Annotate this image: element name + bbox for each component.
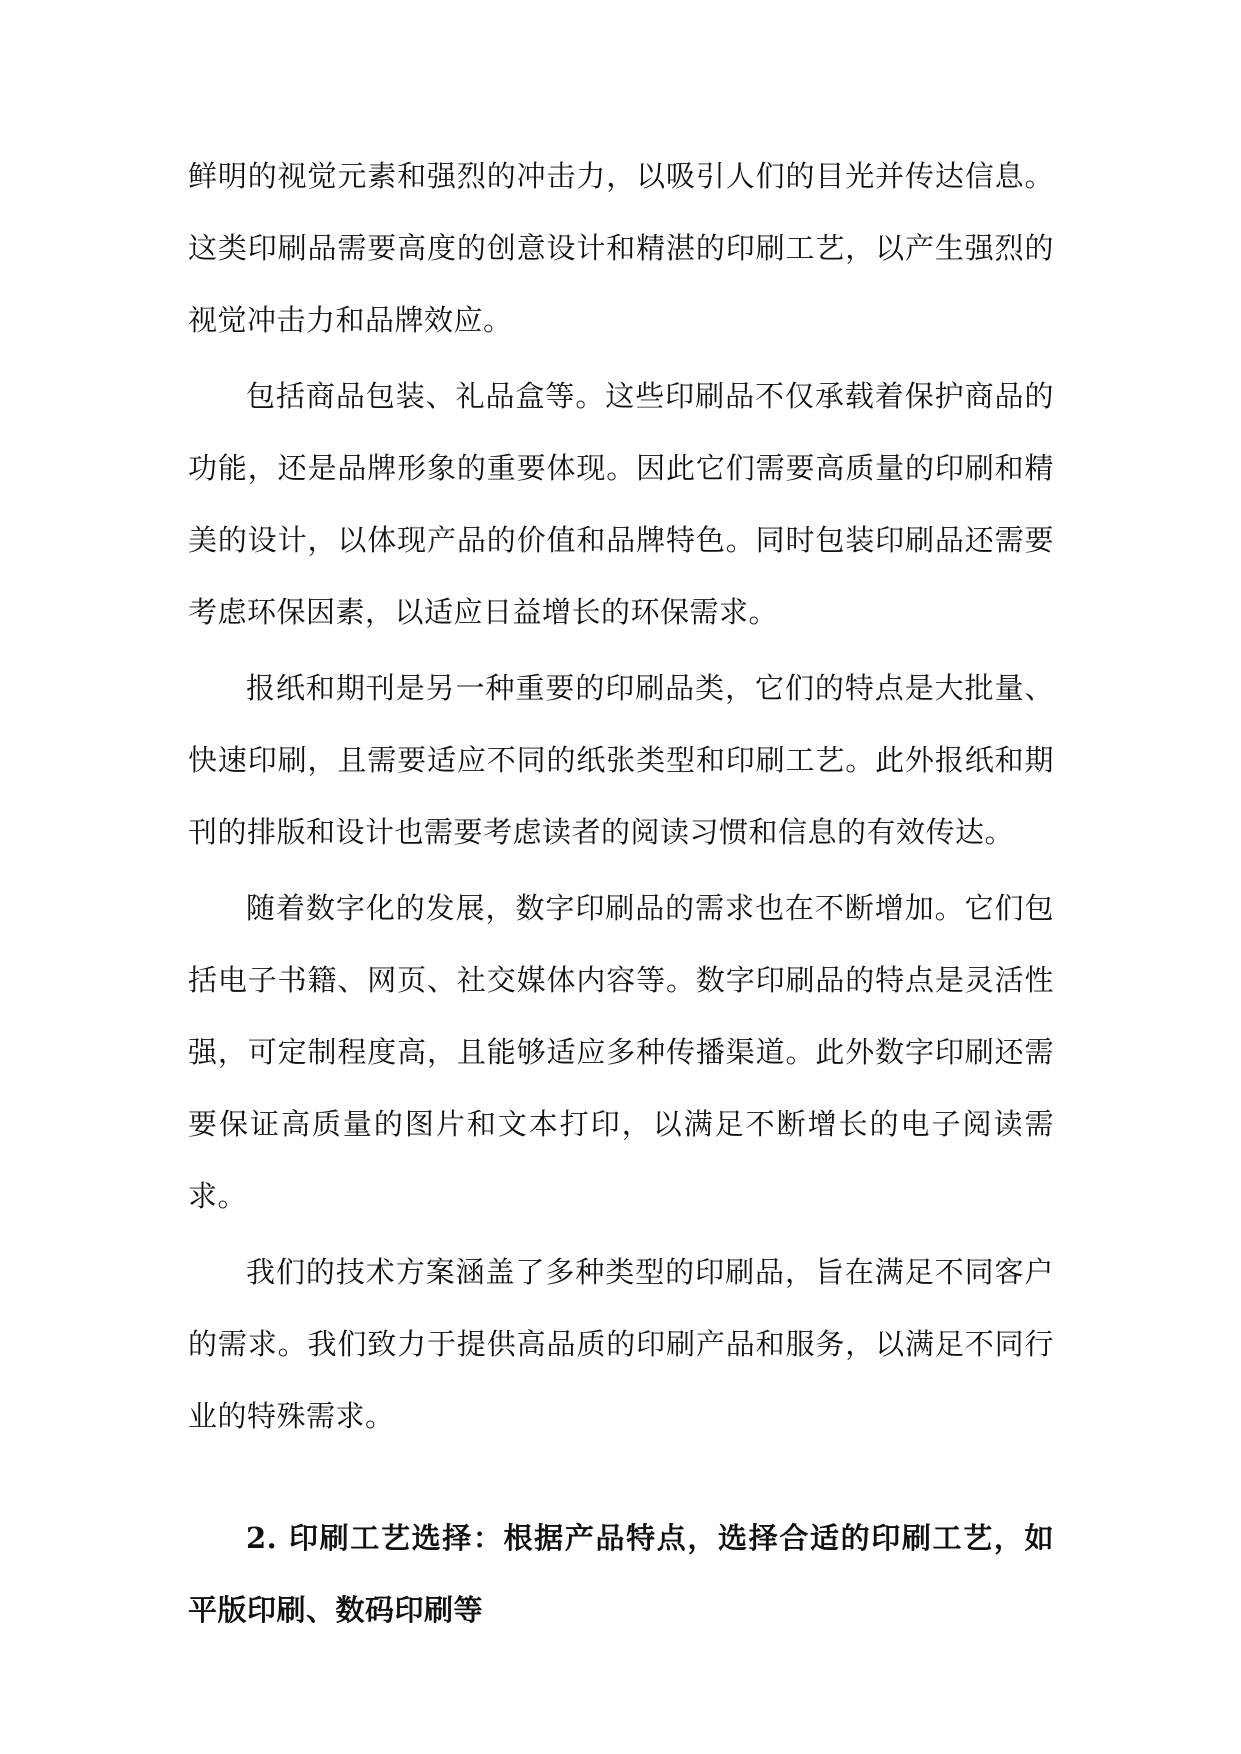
paragraph-packaging: 包括商品包装、礼品盒等。这些印刷品不仅承载着保护商品的功能，还是品牌形象的重要体现。因此它们需要高质量的印刷和精美的设计，以体现产品的价值和品牌特色。同时包装印刷品还需要考虑环保因素，以适应日益增长的环保需求。 [188, 379, 1054, 629]
paragraph-summary: 我们的技术方案涵盖了多种类型的印刷品，旨在满足不同客户的需求。我们致力于提供高品质的印刷产品和服务，以满足不同行业的特殊需求。 [188, 1255, 1054, 1433]
paragraph-continuation: 鲜明的视觉元素和强烈的冲击力，以吸引人们的目光并传达信息。这类印刷品需要高度的创意设计和精湛的印刷工艺，以产生强烈的视觉冲击力和品牌效应。 [188, 159, 1054, 337]
paragraph-newspapers: 报纸和期刊是另一种重要的印刷品类，它们的特点是大批量、快速印刷，且需要适应不同的纸张类型和印刷工艺。此外报纸和期刊的排版和设计也需要考虑读者的阅读习惯和信息的有效传达。 [188, 671, 1054, 849]
paragraph-digital: 随着数字化的发展，数字印刷品的需求也在不断增加。它们包括电子书籍、网页、社交媒体内容等。数字印刷品的特点是灵活性强，可定制程度高，且能够适应多种传播渠道。此外数字印刷还需要保证高质量的图片和文本打印，以满足不断增长的电子阅读需求。 [188, 891, 1054, 1213]
section-heading: 2. 印刷工艺选择：根据产品特点，选择合适的印刷工艺，如平版印刷、数码印刷等 [188, 1521, 1054, 1627]
document-body [188, 140, 1054, 1646]
